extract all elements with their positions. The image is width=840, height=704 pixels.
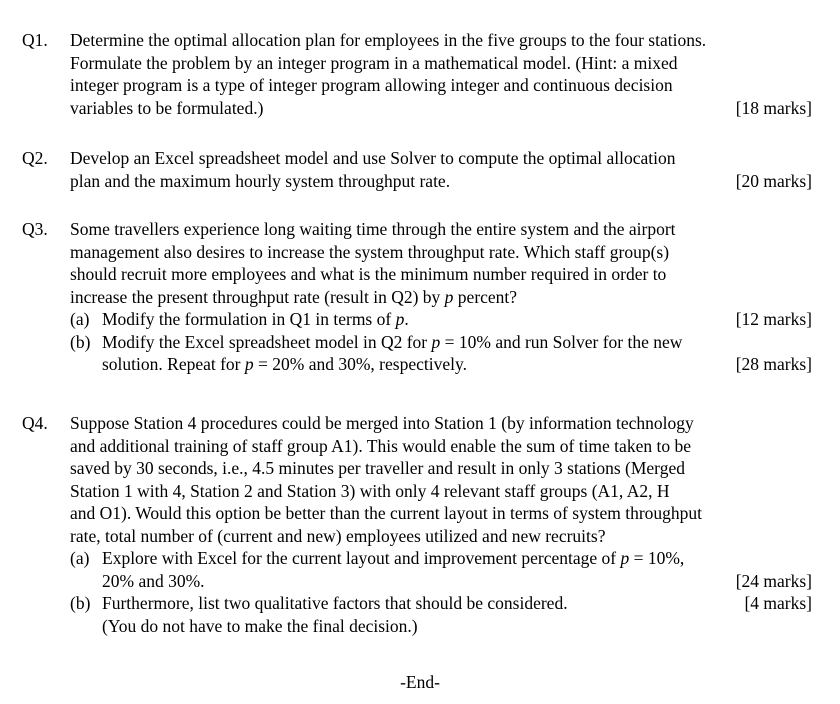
question-3: [22, 218, 812, 376]
marks-label: [18 marks]: [735, 97, 812, 118]
question-text-line: Suppose Station 4 procedures could be merged into Station 1 (by information technology: [70, 413, 694, 433]
question-text-line: Develop an Excel spreadsheet model and use Solver to compute the optimal allocation: [70, 148, 676, 168]
question-text-line: and O1). Would this option be better than the current layout in terms of system throughput: [70, 503, 703, 523]
question-number: Q4.: [22, 413, 48, 433]
question-1: [22, 29, 812, 119]
question-text-line: plan and the maximum hourly system throughput rate.: [70, 170, 451, 191]
subquestion-text-line: solution. Repeat for p = 20% and 30%, respectively.: [102, 354, 467, 374]
subquestion-text-line: Modify the Excel spreadsheet model in Q2 for p = 10% and run Solver for the new: [102, 331, 683, 352]
subquestion-b: [70, 592, 812, 637]
question-text-line: should recruit more employees and what is the minimum number required in order to: [70, 264, 667, 284]
subquestion-a: [70, 308, 812, 331]
question-text-line: saved by 30 seconds, i.e., 4.5 minutes per traveller and result in only 3 stations (Merged: [70, 458, 685, 478]
subquestion-text-line: Furthermore, list two qualitative factors that should be considered.: [102, 593, 568, 613]
subquestion-text-line: Explore with Excel for the current layout and improvement percentage of p = 10%,: [102, 548, 685, 568]
question-text-line: Some travellers experience long waiting time through the entire system and the airport: [70, 219, 676, 239]
subquestion-text-line: 20% and 30%.: [102, 570, 205, 591]
question-4: [22, 412, 812, 637]
subquestion-label: (a): [70, 309, 90, 329]
subquestion-b: [70, 331, 812, 376]
marks-label: [12 marks]: [735, 309, 812, 329]
subquestion-text-line: (You do not have to make the final decision.): [102, 615, 418, 636]
subquestion-label: (b): [70, 593, 91, 613]
question-text-line: Station 1 with 4, Station 2 and Station 3) with only 4 relevant staff groups (A1, A2, H: [70, 480, 670, 501]
marks-label: [4 marks]: [744, 593, 812, 613]
question-text-line: increase the present throughput rate (result in Q2) by p percent?: [70, 286, 518, 307]
question-number: Q1.: [22, 30, 48, 50]
question-text-line: variables to be formulated.): [70, 97, 264, 118]
question-text-line: rate, total number of (current and new) employees utilized and new recruits?: [70, 525, 606, 546]
question-number: Q2.: [22, 148, 48, 168]
subquestion-text-line: Modify the formulation in Q1 in terms of p.: [102, 309, 409, 329]
subquestion-a: [70, 547, 812, 592]
subquestion-label: (a): [70, 548, 90, 568]
question-text-line: Determine the optimal allocation plan for employees in the five groups to the four stations.: [70, 30, 707, 50]
question-text-line: and additional training of staff group A1). This would enable the sum of time taken to be: [70, 435, 691, 456]
marks-label: [20 marks]: [735, 170, 812, 191]
question-text-line: integer program is a type of integer program allowing integer and continuous decision: [70, 75, 673, 95]
marks-label: [24 marks]: [735, 570, 812, 591]
question-text-line: management also desires to increase the system throughput rate. Which staff group(s): [70, 241, 670, 262]
marks-label: [28 marks]: [735, 354, 812, 374]
question-2: [22, 147, 812, 192]
question-text-line: Formulate the problem by an integer program in a mathematical model. (Hint: a mixed: [70, 52, 678, 73]
question-number: Q3.: [22, 219, 48, 239]
subquestion-label: (b): [70, 331, 91, 352]
end-marker: -End-: [400, 672, 440, 692]
